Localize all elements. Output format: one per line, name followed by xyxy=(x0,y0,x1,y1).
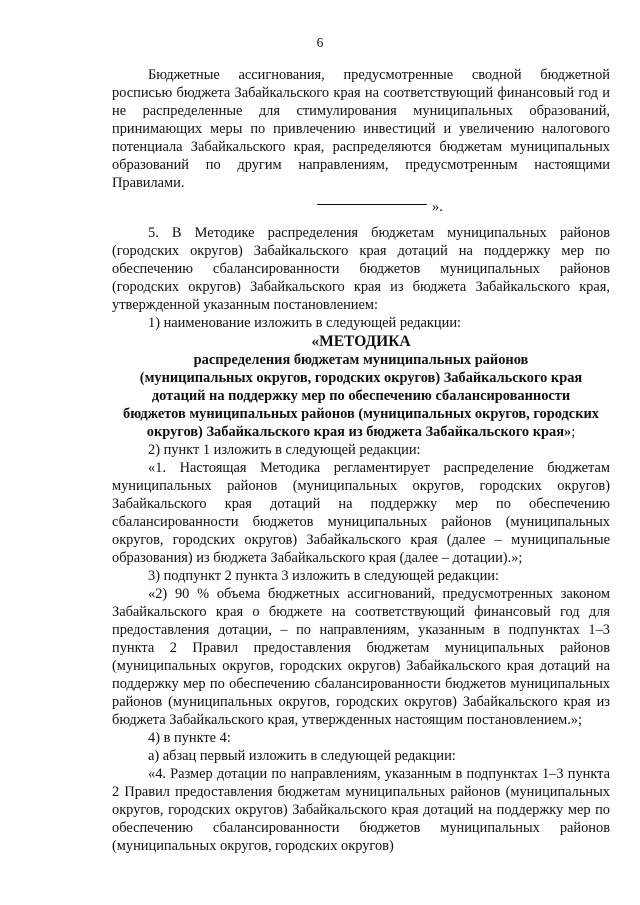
heading-line: дотаций на поддержку мер по обеспечению сбалансированности xyxy=(151,388,571,404)
heading-line: бюджетов муниципальных районов (муниципальных округов, городских xyxy=(123,406,599,422)
heading-suffix: ; xyxy=(571,424,576,440)
heading-line-last xyxy=(112,423,610,441)
paragraph-item-5-4: 4) в пункте 4: xyxy=(148,730,231,746)
heading-line: (муниципальных округов, городских округов) Забайкальского края xyxy=(139,370,583,386)
closing-line xyxy=(112,198,610,216)
paragraph-item-5-3: 3) подпункт 2 пункта 3 изложить в следующей редакции: xyxy=(148,568,499,584)
paragraph-item-5-2: 2) пункт 1 изложить в следующей редакции: xyxy=(148,442,421,458)
paragraph-item-5: 5. В Методике распределения бюджетам муниципальных районов (городских округов) Забайкальского края дотаций на поддержку мер по обеспечению сбалансированности бюджетов муниципальных районов (городских округов) Забайкальского края из бюджета Забайкальского края, утвержденной указанным постановлением: xyxy=(112,225,610,313)
methodology-title: «МЕТОДИКА xyxy=(311,333,411,350)
methodology-heading xyxy=(112,351,610,441)
heading-line: распределения бюджетам муниципальных районов xyxy=(193,352,529,368)
quote-point-4: «4. Размер дотации по направлениям, указанным в подпунктах 1–3 пункта 2 Правил предоставления бюджетам муниципальных районов (муниципальных округов, городских округов) Забайкальского края дотаций на поддержку мер по обеспечению сбалансированности бюджетов муниципальных районов (муниципальных округов, городских округов) xyxy=(112,766,610,854)
document-body xyxy=(112,66,610,855)
paragraph-item-5-4a: а) абзац первый изложить в следующей редакции: xyxy=(148,748,456,764)
closing-quote: ». xyxy=(432,199,443,215)
page-number: 6 xyxy=(316,35,324,50)
quote-point-1: «1. Настоящая Методика регламентирует распределение бюджетам муниципальных районов (муниципальных округов, городских округов) Забайкальского края дотаций на поддержку мер по обеспечению сбалансированности бюджетов муниципальных районов (муниципальных округов, городских округов) Забайкальского края (далее – муниципальные образования) из бюджета Забайкальского края (далее – дотации).»; xyxy=(112,460,610,566)
paragraph-budget-allocations: Бюджетные ассигнования, предусмотренные сводной бюджетной росписью бюджета Забайкальского края на соответствующий финансовый год и не распределенные для стимулирования муниципальных образований, принимающих меры по привлечению инвестиций и увеличению налогового потенциала Забайкальского края, распределяются бюджетам муниципальных образований по другим направлениям, предусмотренным настоящими Правилами. xyxy=(112,67,610,191)
paragraph-item-5-1: 1) наименование изложить в следующей редакции: xyxy=(148,315,462,331)
quote-subpoint-2: «2) 90 % объема бюджетных ассигнований, предусмотренных законом Забайкальского края о бюджете на соответствующий финансовый год для предоставления дотации, – по направлениям, указанным в подпунктах 1–3 пункта 2 Правил предоставления бюджетам муниципальных районов (муниципальных округов, городских округов) Забайкальского края дотаций на поддержку мер по обеспечению сбалансированности бюджетов муниципальных районов (муниципальных округов, городских округов) Забайкальского края из бюджета Забайкальского края, утвержденных настоящим постановлением.»; xyxy=(112,586,610,728)
heading-last-text: округов) Забайкальского края из бюджета Забайкальского края» xyxy=(146,424,572,440)
separator-rule xyxy=(317,204,427,205)
